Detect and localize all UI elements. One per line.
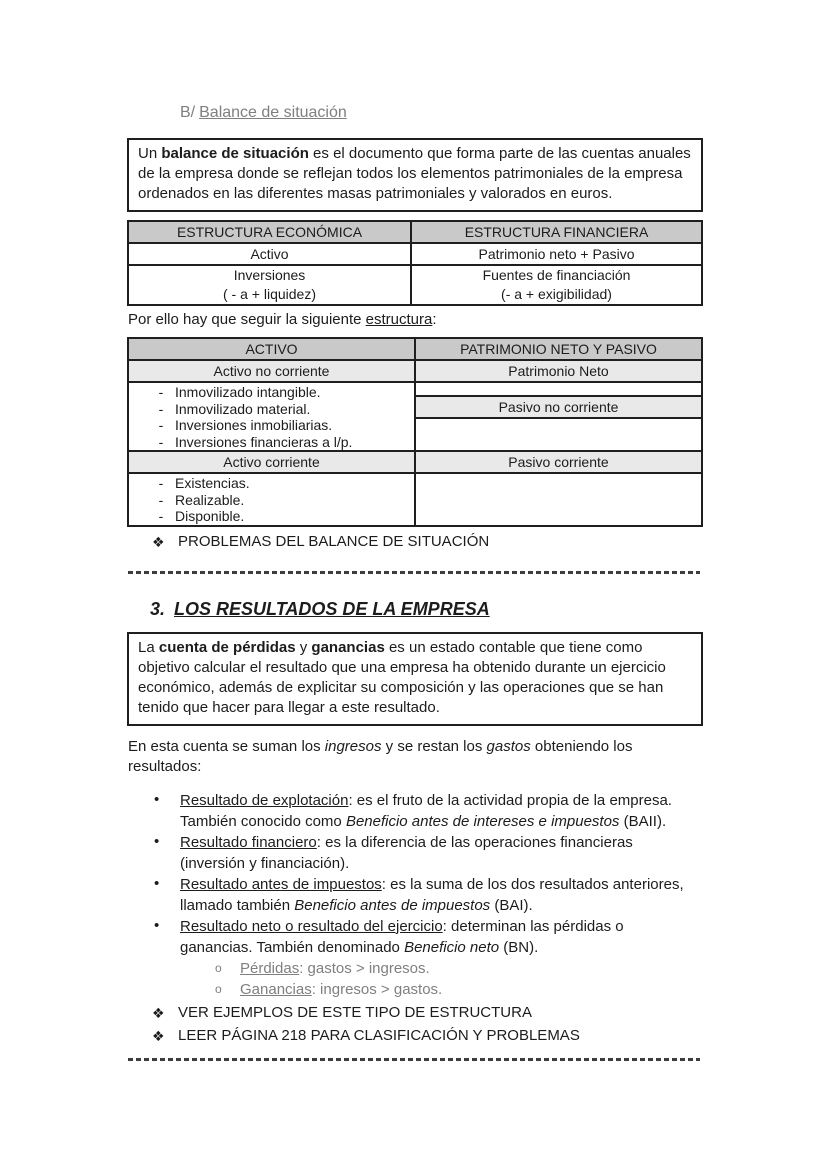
diamond-icon: ❖ bbox=[152, 1027, 165, 1044]
empty-cell bbox=[415, 418, 702, 451]
section-b-label: B/ bbox=[180, 104, 196, 121]
lead-paragraph: En esta cuenta se suman los ingresos y se restan los gastos obteniendo los resultados: bbox=[128, 737, 633, 775]
estructura-financiera-header: ESTRUCTURA FINANCIERA bbox=[411, 221, 702, 243]
list-item: - Inversiones inmobiliarias. bbox=[129, 417, 414, 434]
activo-no-corriente-cell: Activo no corriente bbox=[128, 360, 415, 382]
bullet-icon: • bbox=[154, 790, 160, 808]
section-b-title bbox=[180, 103, 828, 123]
table-row bbox=[128, 451, 702, 473]
list-item: • Resultado neto o resultado del ejercicio: determinan las pérdidas o ganancias. También denominado Beneficio neto (BN). bbox=[154, 916, 624, 956]
fuentes-financiacion-cell: Fuentes de financiación (- a + exigibilidad) bbox=[411, 265, 702, 305]
dash-marker: - bbox=[158, 400, 164, 417]
table-row bbox=[128, 382, 702, 396]
dash-marker: - bbox=[158, 475, 164, 491]
dash-marker: - bbox=[158, 491, 164, 508]
section-b-title-text: Balance de situación bbox=[199, 104, 347, 121]
cuenta-definition-text: La cuenta de pérdidas y ganancias es un estado contable que tiene como objetivo calcular el resultado que una empresa ha obtenido durante un ejercicio económico, además de explicitar su composición y las operaciones que se han tenido que hacer para llegar a este resultado. bbox=[138, 638, 666, 716]
list-item: - Inmovilizado material. bbox=[129, 401, 414, 418]
patrimonio-pasivo-cell: Patrimonio neto + Pasivo bbox=[411, 243, 702, 265]
list-item: - Disponible. bbox=[129, 508, 414, 525]
balance-definition-box bbox=[127, 138, 703, 212]
list-item: - Inmovilizado intangible. bbox=[129, 384, 414, 401]
activo-cell: Activo bbox=[128, 243, 411, 265]
balance-structure-table bbox=[127, 337, 703, 527]
section-3-number: 3. bbox=[150, 598, 166, 619]
diamond-icon: ❖ bbox=[152, 533, 165, 550]
patrimonio-neto-cell: Patrimonio Neto bbox=[415, 360, 702, 382]
dashed-divider bbox=[128, 1058, 700, 1061]
bullet-icon: • bbox=[154, 832, 160, 850]
table-row bbox=[128, 243, 702, 265]
inversiones-cell: Inversiones ( - a + liquidez) bbox=[128, 265, 411, 305]
bullet-icon: • bbox=[154, 916, 160, 934]
estructura-economica-header: ESTRUCTURA ECONÓMICA bbox=[128, 221, 411, 243]
activo-corriente-cell: Activo corriente bbox=[128, 451, 415, 473]
list-item: - Inversiones financieras a l/p. bbox=[129, 434, 414, 451]
bullet-icon: • bbox=[154, 874, 160, 892]
circle-bullet-icon: o bbox=[215, 981, 222, 996]
section-3-title: LOS RESULTADOS DE LA EMPRESA bbox=[174, 598, 490, 619]
table-row bbox=[128, 360, 702, 382]
table-row bbox=[128, 265, 702, 305]
note-item: ❖ VER EJEMPLOS DE ESTE TIPO DE ESTRUCTURA bbox=[152, 1003, 532, 1021]
list-item: • Resultado antes de impuestos: es la suma de los dos resultados anteriores, llamado también Beneficio antes de impuestos (BAI). bbox=[154, 874, 684, 914]
activo-no-corriente-items-cell bbox=[128, 382, 415, 451]
list-item: o Ganancias: ingresos > gastos. bbox=[215, 980, 443, 998]
results-bullet-list bbox=[152, 790, 700, 1000]
section-3-heading bbox=[150, 598, 828, 620]
pasivo-corriente-cell: Pasivo corriente bbox=[415, 451, 702, 473]
empty-cell bbox=[415, 473, 702, 526]
table-row bbox=[128, 473, 702, 526]
list-item: • Resultado de explotación: es el fruto de la actividad propia de la empresa. También conocido como Beneficio antes de intereses e impuestos (BAII). bbox=[154, 790, 672, 830]
balance-table-header-row bbox=[128, 338, 702, 360]
list-item: o Pérdidas: gastos > ingresos. bbox=[215, 959, 430, 977]
dashed-divider bbox=[128, 571, 700, 574]
list-item: • Resultado financiero: es la diferencia de las operaciones financieras (inversión y financiación). bbox=[154, 832, 633, 872]
problems-note bbox=[152, 532, 828, 552]
dash-marker: - bbox=[158, 417, 164, 433]
estructura-table-header-row bbox=[128, 221, 702, 243]
dash-marker: - bbox=[158, 508, 164, 524]
circle-bullet-icon: o bbox=[215, 960, 222, 975]
empty-cell bbox=[415, 382, 702, 396]
activo-header: ACTIVO bbox=[128, 338, 415, 360]
estructura-table bbox=[127, 220, 703, 306]
note-item: ❖ LEER PÁGINA 218 PARA CLASIFICACIÓN Y PROBLEMAS bbox=[152, 1026, 580, 1044]
list-item: - Realizable. bbox=[129, 492, 414, 509]
cuenta-perdidas-ganancias-box bbox=[127, 632, 703, 726]
dash-marker: - bbox=[158, 384, 164, 400]
problems-note-text: PROBLEMAS DEL BALANCE DE SITUACIÓN bbox=[178, 532, 490, 550]
patrimonio-neto-pasivo-header: PATRIMONIO NETO Y PASIVO bbox=[415, 338, 702, 360]
final-notes bbox=[0, 1003, 828, 1046]
sub-bullet-list bbox=[215, 958, 700, 1000]
pasivo-no-corriente-cell: Pasivo no corriente bbox=[415, 396, 702, 418]
list-item: - Existencias. bbox=[129, 475, 414, 492]
activo-corriente-items-cell bbox=[128, 473, 415, 526]
diamond-icon: ❖ bbox=[152, 1004, 165, 1021]
structure-note: Por ello hay que seguir la siguiente estructura: bbox=[128, 311, 437, 328]
dash-marker: - bbox=[158, 433, 164, 450]
balance-definition-text: Un balance de situación es el documento que forma parte de las cuentas anuales de la empresa donde se reflejan todos los elementos patrimoniales de la empresa ordenados en las diferentes masas patrimoniales y valorados en euros. bbox=[138, 145, 691, 202]
